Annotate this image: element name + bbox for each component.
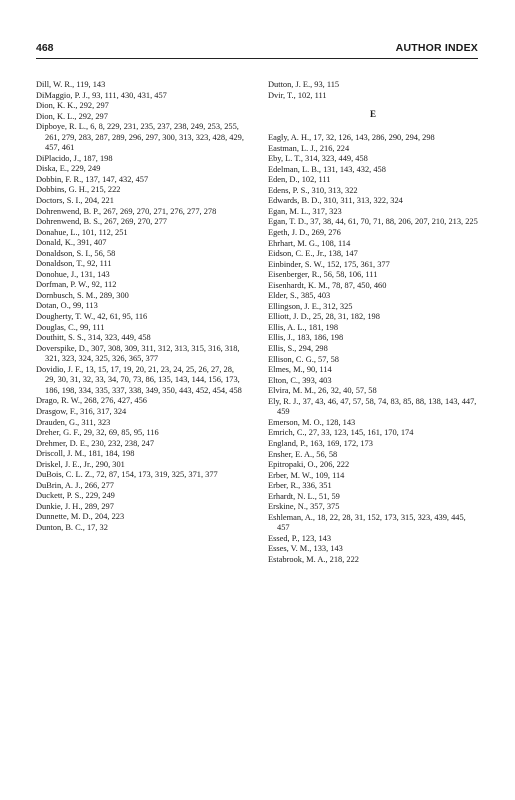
index-entry: Eisenhardt, K. M., 78, 87, 450, 460 [268,280,387,290]
index-entry: Dill, W. R., 119, 143 [36,80,106,89]
index-entry: Dornbusch, S. M., 289, 300 [36,290,129,300]
index-entry: Edens, P. S., 310, 313, 322 [268,185,358,195]
index-entry: Driskel, J. E., Jr., 290, 301 [36,459,125,469]
index-entry: Eastman, L. J., 216, 224 [268,143,350,153]
index-entry: Erhardt, N. L., 51, 59 [268,491,340,501]
index-entry: Dorfman, P. W., 92, 112 [36,280,117,290]
index-entry: Ensher, E. A., 56, 58 [268,449,338,459]
index-entry: Epitropaki, O., 206, 222 [268,460,350,470]
index-entry: Donaldson, T., 92, 111 [36,259,112,269]
index-entry: Dobbins, G. H., 215, 222 [36,185,121,195]
index-entry: Douglas, C., 99, 111 [36,322,105,332]
index-entry: Eagly, A. H., 17, 32, 126, 143, 286, 290, 294, 298 [268,133,435,143]
index-entry: Duckett, P. S., 229, 249 [36,491,115,501]
index-entry: Donald, K., 391, 407 [36,238,107,248]
index-entry: Dion, K. K., 292, 297 [36,101,109,111]
index-entry: Drasgow, F., 316, 317, 324 [36,406,127,416]
index-entry: Diska, E., 229, 249 [36,164,101,174]
index-entry: Drago, R. W., 268, 276, 427, 456 [36,396,147,406]
index-entry: Dotan, O., 99, 113 [36,301,98,311]
index-entry: Emerson, M. O., 128, 143 [268,417,356,427]
index-entry: Drauden, G., 311, 323 [36,417,111,427]
index-entry: Dion, K. L., 292, 297 [36,111,108,121]
index-entry: Edwards, B. D., 310, 311, 313, 322, 324 [268,196,403,206]
index-entry: Ellison, C. G., 57, 58 [268,354,339,364]
index-entry: DiPlacido, J., 187, 198 [36,153,113,163]
index-entry: Einbinder, S. W., 152, 175, 361, 377 [268,259,390,269]
index-entry: Elton, C., 393, 403 [268,375,332,385]
index-entry: Egan, T. D., 37, 38, 44, 61, 70, 71, 88, 206, 207, 210, 213, 225 [268,217,478,227]
index-entry: Egan, M. L., 317, 323 [268,206,342,216]
index-entry: Erber, M. W., 109, 114 [268,470,345,480]
index-entry: Douthitt, S. S., 314, 323, 449, 458 [36,333,151,343]
index-entry: DuBrin, A. J., 266, 277 [36,480,114,490]
index-entry: Elliott, J. D., 25, 28, 31, 182, 198 [268,312,380,322]
index-entry: Esses, V. M., 133, 143 [268,544,343,554]
index-entry: Eden, D., 102, 111 [268,175,331,185]
index-entry: Dvir, T., 102, 111 [268,90,327,100]
index-entry: Donaldson, S. I., 56, 58 [36,248,116,258]
index-column-left [36,80,246,534]
index-entry: Dohrenwend, B. P., 267, 269, 270, 271, 276, 277, 278 [36,206,217,216]
index-entry: Dutton, J. E., 93, 115 [268,80,340,89]
index-entry: DuBois, C. L. Z., 72, 87, 154, 173, 319, 325, 371, 377 [36,470,218,480]
index-entry: Egeth, J. D., 269, 276 [268,228,341,238]
index-entry: England, P., 163, 169, 172, 173 [268,438,373,448]
index-entry: Ellis, S., 294, 298 [268,344,328,354]
header-rule [36,58,478,59]
index-entry: Eby, L. T., 314, 323, 449, 458 [268,154,368,164]
index-entry: Dohrenwend, B. S., 267, 269, 270, 277 [36,217,167,227]
index-entry: Ellis, A. L., 181, 198 [268,322,339,332]
index-entry: Driscoll, J. M., 181, 184, 198 [36,449,135,459]
index-entry: Ehrhart, M. G., 108, 114 [268,238,351,248]
index-entry: Dobbin, F. R., 137, 147, 432, 457 [36,174,149,184]
section-letter: E [369,109,376,120]
index-entry: Estabrook, M. A., 218, 222 [268,554,359,564]
index-column-right [268,80,478,566]
index-entry: Ely, R. J., 37, 43, 46, 47, 57, 58, 74, 83, 85, 88, 138, 143, 447, 459 [268,396,477,417]
index-entry: Dreher, G. F., 29, 32, 69, 85, 95, 116 [36,428,159,438]
index-entry: Erber, R., 336, 351 [268,481,332,491]
page-header [36,42,478,58]
index-entry: Dunton, B. C., 17, 32 [36,522,108,532]
index-entry: Essed, P., 123, 143 [268,533,332,543]
index-entry: DiMaggio, P. J., 93, 111, 430, 431, 457 [36,90,167,100]
index-entry: Doctors, S. I., 204, 221 [36,196,114,206]
index-entry: Ellis, J., 183, 186, 198 [268,333,344,343]
index-entry: Eisenberger, R., 56, 58, 106, 111 [268,270,378,280]
index-entry: Ellingson, J. E., 312, 325 [268,301,353,311]
index-entry: Elder, S., 385, 403 [268,291,331,301]
index-entry: Eshleman, A., 18, 22, 28, 31, 152, 173, 315, 323, 439, 445, 457 [268,512,466,533]
index-entry: Drehmer, D. E., 230, 232, 238, 247 [36,438,155,448]
index-entry: Erskine, N., 357, 375 [268,502,340,512]
page-number: 468 [36,42,54,54]
index-entry: Elvira, M. M., 26, 32, 40, 57, 58 [268,386,377,396]
index-entry: Donohue, J., 131, 143 [36,269,110,279]
index-entry: Donahue, L., 101, 112, 251 [36,227,128,237]
index-entry: Eidson, C. E., Jr., 138, 147 [268,249,358,259]
index-entry: Doverspike, D., 307, 308, 309, 311, 312, 313, 315, 316, 318, 321, 323, 324, 325, 326, 365, 377 [36,343,240,364]
index-entry: Emrich, C., 27, 33, 123, 145, 161, 170, 174 [268,428,414,438]
index-entry: Dougherty, T. W., 42, 61, 95, 116 [36,312,148,322]
index-entry: Edelman, L. B., 131, 143, 432, 458 [268,164,386,174]
index-entry: Dunkie, J. H., 289, 297 [36,501,114,511]
index-entry: Dunnette, M. D., 204, 223 [36,512,125,522]
index-entry: Elmes, M., 90, 114 [268,365,332,375]
index-entry: Dovidio, J. F., 13, 15, 17, 19, 20, 21, 23, 24, 25, 26, 27, 28, 29, 30, 31, 32, 33, 34, 70, 73, 86, 135, 143, 144, 156, 173, 186, 198, 334, 335, 337, 338, 349, 350, 443, 452, 454, 458 [36,364,242,395]
index-entry: Dipboye, R. L., 6, 8, 229, 231, 235, 237, 238, 249, 253, 255, 261, 279, 283, 287, 289, 296, 297, 300, 313, 323, 428, 429, 457, 461 [36,122,244,153]
running-title: AUTHOR INDEX [395,42,478,54]
